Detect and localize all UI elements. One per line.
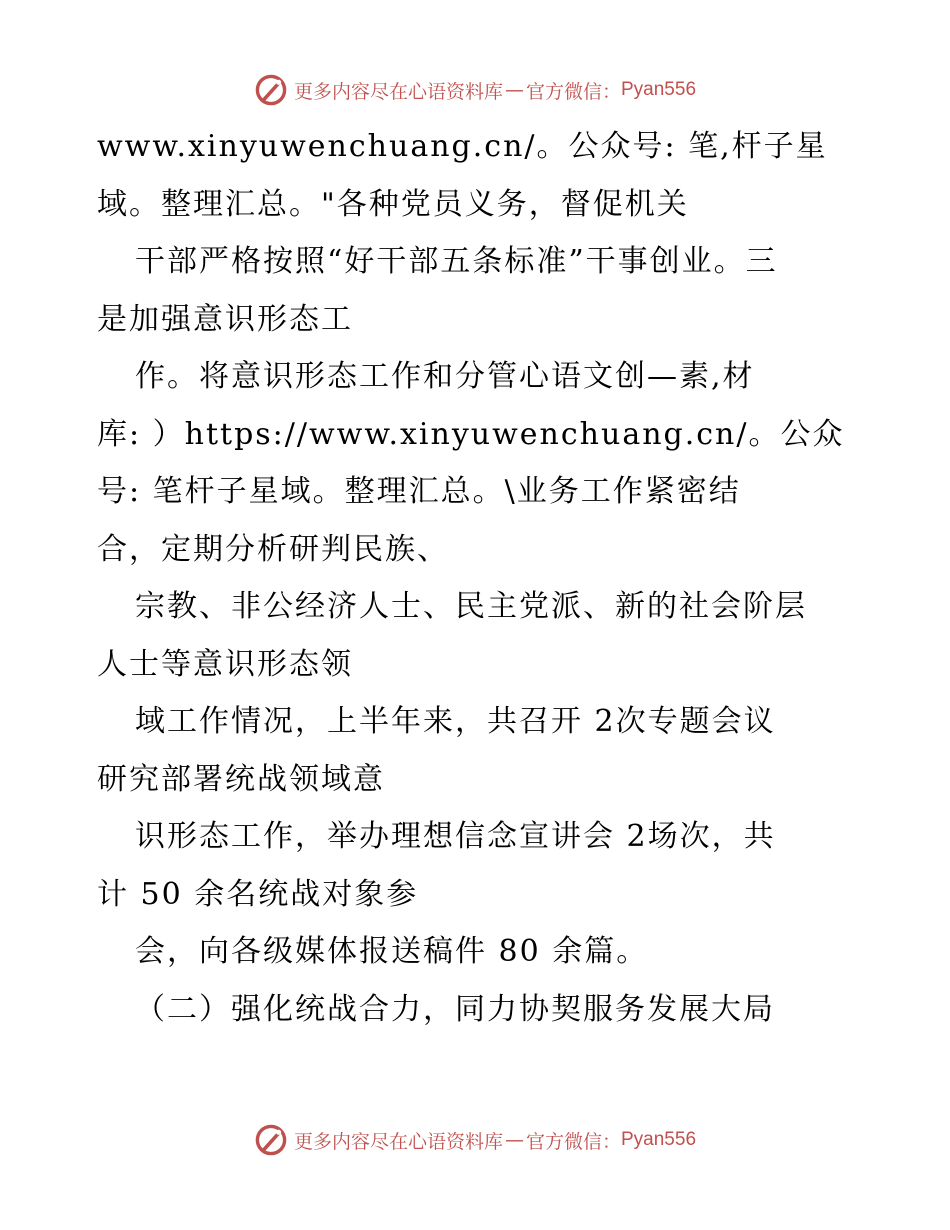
text-line: 研究部署统战领域意 — [97, 761, 385, 797]
watermark-text: 更多内容尽在心语资料库 — [293, 1130, 503, 1153]
document-body — [97, 118, 857, 1038]
watermark-wechat-label: 官方微信： — [525, 1130, 621, 1153]
quill-logo-icon — [254, 73, 288, 107]
text-line: 域工作情况，上半年来，共召开 2次专题会议 — [135, 704, 776, 739]
text-line: 宗教、非公经济人士、民主党派、新的社会阶层 — [135, 589, 807, 624]
watermark-wechat-label: 官方微信： — [525, 80, 621, 103]
text-line: 号: 笔杆子星域。整理汇总。\业务工作紧密结 — [97, 474, 741, 509]
text-line: 人士等意识形态领 — [97, 646, 353, 682]
watermark-wechat-id: Pyan556 — [621, 1129, 697, 1150]
text-line: 域。整理汇总。"各种党员义务，督促机关 — [97, 186, 689, 222]
watermark-text: 更多内容尽在心语资料库 — [293, 80, 503, 103]
text-line: 计 50 余名统战对象参 — [97, 876, 419, 912]
watermark-separator: — — [504, 79, 524, 101]
watermark-separator: — — [504, 1129, 524, 1151]
section-heading: （二）强化统战合力，同力协契服务发展大局 — [135, 991, 775, 1027]
text-line: 干部严格按照“好干部五条标准”干事创业。三 — [135, 244, 778, 279]
footer-watermark — [0, 1120, 950, 1160]
text-line: www.xinyuwenchuang.cn/。公众号: 笔,杆子星 — [97, 129, 828, 164]
text-line: 是加强意识形态工 — [97, 301, 353, 337]
text-line: 合，定期分析研判民族、 — [97, 531, 449, 567]
text-line: 识形态工作，举办理想信念宣讲会 2场次，共 — [135, 819, 776, 854]
text-line: 会，向各级媒体报送稿件 80 余篇。 — [135, 934, 649, 969]
text-line: 库: ）https://www.xinyuwenchuang.cn/。公众 — [97, 416, 845, 452]
text-line: 作。将意识形态工作和分管心语文创—素,材 — [135, 359, 755, 394]
header-watermark — [0, 70, 950, 110]
watermark-wechat-id: Pyan556 — [621, 79, 697, 100]
quill-logo-icon — [254, 1123, 288, 1157]
